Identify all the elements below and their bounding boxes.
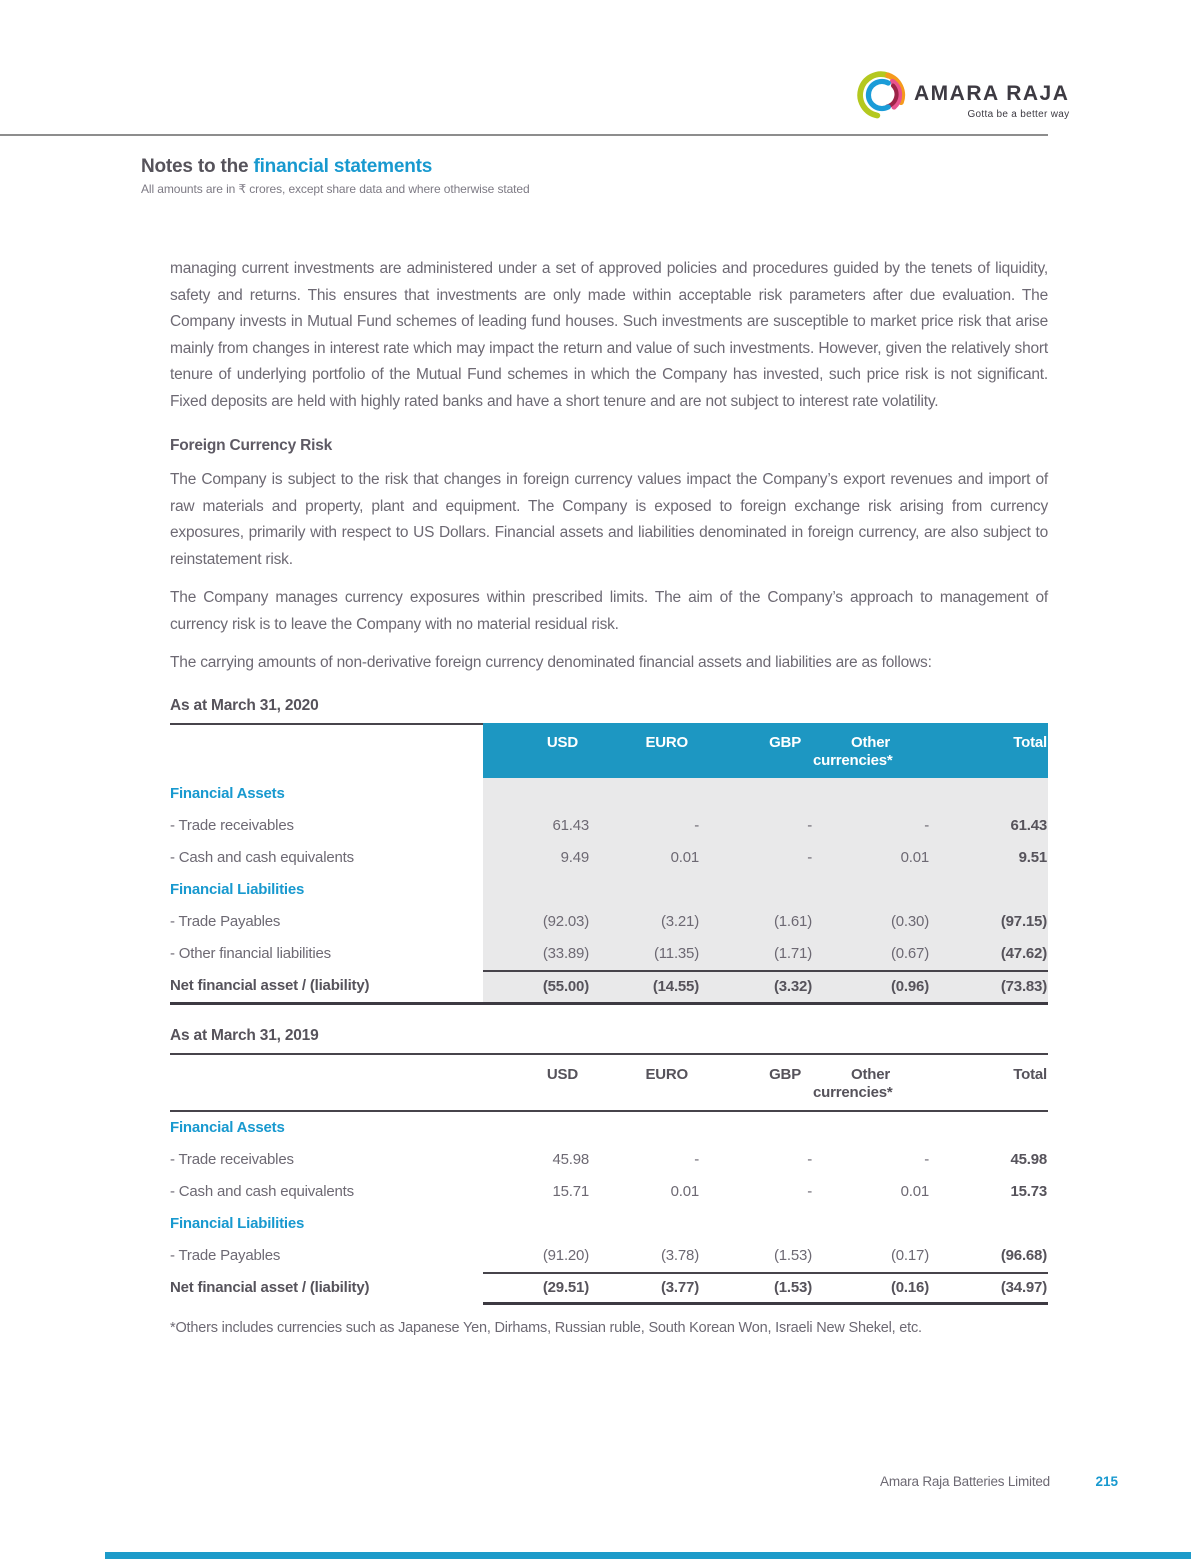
cell-value: (1.61): [700, 906, 813, 938]
page-title-prefix: Notes to the: [141, 156, 254, 177]
cell-value: (1.71): [700, 938, 813, 970]
bottom-accent-bar: [105, 1552, 1191, 1559]
table-row: [170, 938, 1048, 970]
cell-value: (55.00): [483, 970, 590, 1002]
cell-value: [813, 1112, 930, 1144]
column-header: Other currencies*: [813, 1065, 893, 1101]
cell-value: 0.01: [670, 1182, 699, 1200]
logo-swirl-icon: [856, 70, 906, 120]
table-title-2020: As at March 31, 2020: [170, 696, 319, 714]
table-header-row: [170, 1053, 1048, 1112]
cell-value: [700, 874, 813, 906]
row-label: - Trade receivables: [170, 1150, 294, 1168]
row-label: - Cash and cash equivalents: [170, 1182, 354, 1200]
row-label: - Trade receivables: [170, 816, 294, 834]
header-spacer-cell: [170, 1055, 483, 1110]
cell-value: -: [700, 842, 813, 874]
footer-page-number: 215: [1095, 1474, 1118, 1489]
cell-value: 9.51: [930, 842, 1048, 874]
fx-table-2020: [170, 723, 1048, 1005]
main-content: [170, 256, 1048, 1336]
table-row: [170, 1144, 1048, 1176]
cell-value: -: [807, 1150, 812, 1168]
header-divider: [0, 134, 1048, 136]
cell-value: 61.43: [930, 810, 1048, 842]
column-header: EURO: [645, 1065, 688, 1083]
row-label: - Other financial liabilities: [170, 944, 331, 962]
cell-value: (0.96): [813, 970, 930, 1002]
cell-value: (91.20): [542, 1246, 589, 1264]
cell-value: (0.67): [813, 938, 930, 970]
table-row: [170, 970, 1048, 1002]
table-row: [170, 1208, 1048, 1240]
cell-value: (0.17): [891, 1246, 929, 1264]
cell-value: 15.71: [552, 1182, 589, 1200]
cell-value: [700, 778, 813, 810]
column-header: Total: [1013, 1065, 1047, 1083]
paragraph-fx-exposure: The Company is subject to the risk that changes in foreign currency values impact the Company’s export revenues and import of raw materials and property, plant and equipment. The Company is exposed to foreign exchange risk arising from currency exposures, primarily with respect to US Dollars. Financial assets and liabilities denominated in foreign currency, are also subject to reinstatement risk.: [170, 471, 1048, 568]
cell-value: (3.21): [590, 906, 700, 938]
cell-value: [700, 1112, 813, 1144]
cell-value: (0.16): [813, 1272, 930, 1305]
cell-value: (92.03): [483, 906, 590, 938]
cell-value: (33.89): [483, 938, 590, 970]
cell-value: [930, 1112, 1048, 1144]
table-row: [170, 842, 1048, 874]
page-title-accent: financial statements: [253, 156, 433, 177]
cell-value: (96.68): [1000, 1246, 1047, 1264]
cell-value: (3.32): [700, 970, 813, 1002]
cell-value: -: [807, 1182, 812, 1200]
cell-value: 0.01: [590, 842, 700, 874]
cell-value: -: [700, 810, 813, 842]
cell-value: (14.55): [590, 970, 700, 1002]
cell-value: 0.01: [813, 842, 930, 874]
column-header: GBP: [700, 723, 813, 778]
cell-value: (3.78): [661, 1246, 699, 1264]
row-label: Financial Liabilities: [170, 880, 305, 898]
cell-value: (0.30): [813, 906, 930, 938]
page-title: [141, 156, 1041, 178]
cell-value: [483, 1112, 590, 1144]
paragraph-carrying-amounts: The carrying amounts of non-derivative foreign currency denominated financial assets and liabilities are as follows:: [170, 654, 932, 671]
table-row: [170, 810, 1048, 842]
column-header: Other currencies*: [813, 723, 930, 778]
column-header: EURO: [590, 723, 700, 778]
cell-value: (29.51): [483, 1272, 590, 1305]
brand-name: AMARA RAJA: [914, 82, 1070, 105]
column-header: USD: [546, 1065, 578, 1083]
cell-value: [483, 874, 590, 906]
cell-value: -: [813, 810, 930, 842]
cell-value: [590, 874, 700, 906]
row-label: Financial Liabilities: [170, 1214, 305, 1232]
cell-value: (3.77): [590, 1272, 700, 1305]
cell-value: -: [694, 1150, 699, 1168]
amara-raja-logo: [856, 70, 1070, 120]
cell-value: (1.53): [700, 1272, 813, 1305]
cell-value: (11.35): [590, 938, 700, 970]
row-label: Net financial asset / (liability): [170, 976, 370, 994]
cell-value: (34.97): [930, 1272, 1048, 1305]
title-block: [141, 156, 1041, 196]
brand-text: [914, 70, 1069, 120]
cell-value: (1.53): [774, 1246, 812, 1264]
cell-value: (73.83): [930, 970, 1048, 1002]
page-footer: [0, 1474, 1191, 1494]
row-label: Financial Assets: [170, 1118, 285, 1136]
cell-value: [930, 778, 1048, 810]
row-label: Net financial asset / (liability): [170, 1278, 370, 1296]
row-label: Financial Assets: [170, 784, 285, 802]
row-label: - Trade Payables: [170, 1246, 281, 1264]
cell-value: (47.62): [930, 938, 1048, 970]
cell-value: 45.98: [1010, 1150, 1047, 1168]
table-row: [170, 1112, 1048, 1144]
table-row: [170, 1272, 1048, 1304]
cell-value: [700, 1208, 813, 1240]
table-header-row: [170, 723, 1048, 778]
table-row: [170, 874, 1048, 906]
cell-value: 15.73: [1010, 1182, 1047, 1200]
page-subtitle: All amounts are in ₹ crores, except share data and where otherwise stated: [141, 182, 530, 196]
cell-value: [813, 778, 930, 810]
cell-value: [590, 1112, 700, 1144]
column-header: Total: [930, 723, 1048, 778]
cell-value: -: [590, 810, 700, 842]
paragraph-fx-management: The Company manages currency exposures within prescribed limits. The aim of the Company’s approach to management of currency risk is to leave the Company with no material residual risk.: [170, 589, 1048, 633]
table-row: [170, 778, 1048, 810]
paragraph-investments: managing current investments are administered under a set of approved policies and procedures guided by the tenets of liquidity, safety and returns. This ensures that investments are only made within acceptable risk parameters after due evaluation. The Company invests in Mutual Fund schemes of leading fund houses. Such investments are susceptible to market price risk that arise mainly from changes in interest rate which may impact the return and value of such investments. However, given the relatively short tenure of underlying portfolio of the Mutual Fund schemes in which the Company has invested, such price risk is not significant. Fixed deposits are held with highly rated banks and have a short tenure and are not subject to interest rate volatility.: [170, 260, 1048, 410]
cell-value: (97.15): [930, 906, 1048, 938]
table-row: [170, 1240, 1048, 1272]
brand-tagline: Gotta be a better way: [967, 109, 1070, 120]
cell-value: 61.43: [483, 810, 590, 842]
cell-value: 9.49: [483, 842, 590, 874]
table-row: [170, 906, 1048, 938]
column-header: GBP: [769, 1065, 801, 1083]
foreign-currency-risk-heading: Foreign Currency Risk: [170, 437, 333, 454]
column-header: USD: [483, 723, 590, 778]
cell-value: [813, 1208, 930, 1240]
cell-value: [590, 1208, 700, 1240]
cell-value: [483, 1208, 590, 1240]
cell-value: [930, 874, 1048, 906]
cell-value: [590, 778, 700, 810]
row-label: - Cash and cash equivalents: [170, 848, 354, 866]
table-title-2019: As at March 31, 2019: [170, 1026, 319, 1044]
cell-value: -: [924, 1150, 929, 1168]
table-row: [170, 1176, 1048, 1208]
fx-table-2019: [170, 1053, 1048, 1304]
cell-value: [813, 874, 930, 906]
cell-value: [930, 1208, 1048, 1240]
footer-company-name: Amara Raja Batteries Limited: [880, 1474, 1050, 1489]
cell-value: 0.01: [900, 1182, 929, 1200]
row-label: - Trade Payables: [170, 912, 281, 930]
cell-value: 45.98: [552, 1150, 589, 1168]
cell-value: [483, 778, 590, 810]
header-spacer-cell: [170, 723, 483, 778]
table-footnote: *Others includes currencies such as Japanese Yen, Dirhams, Russian ruble, South Korean Won, Israeli New Shekel, etc.: [170, 1319, 922, 1336]
